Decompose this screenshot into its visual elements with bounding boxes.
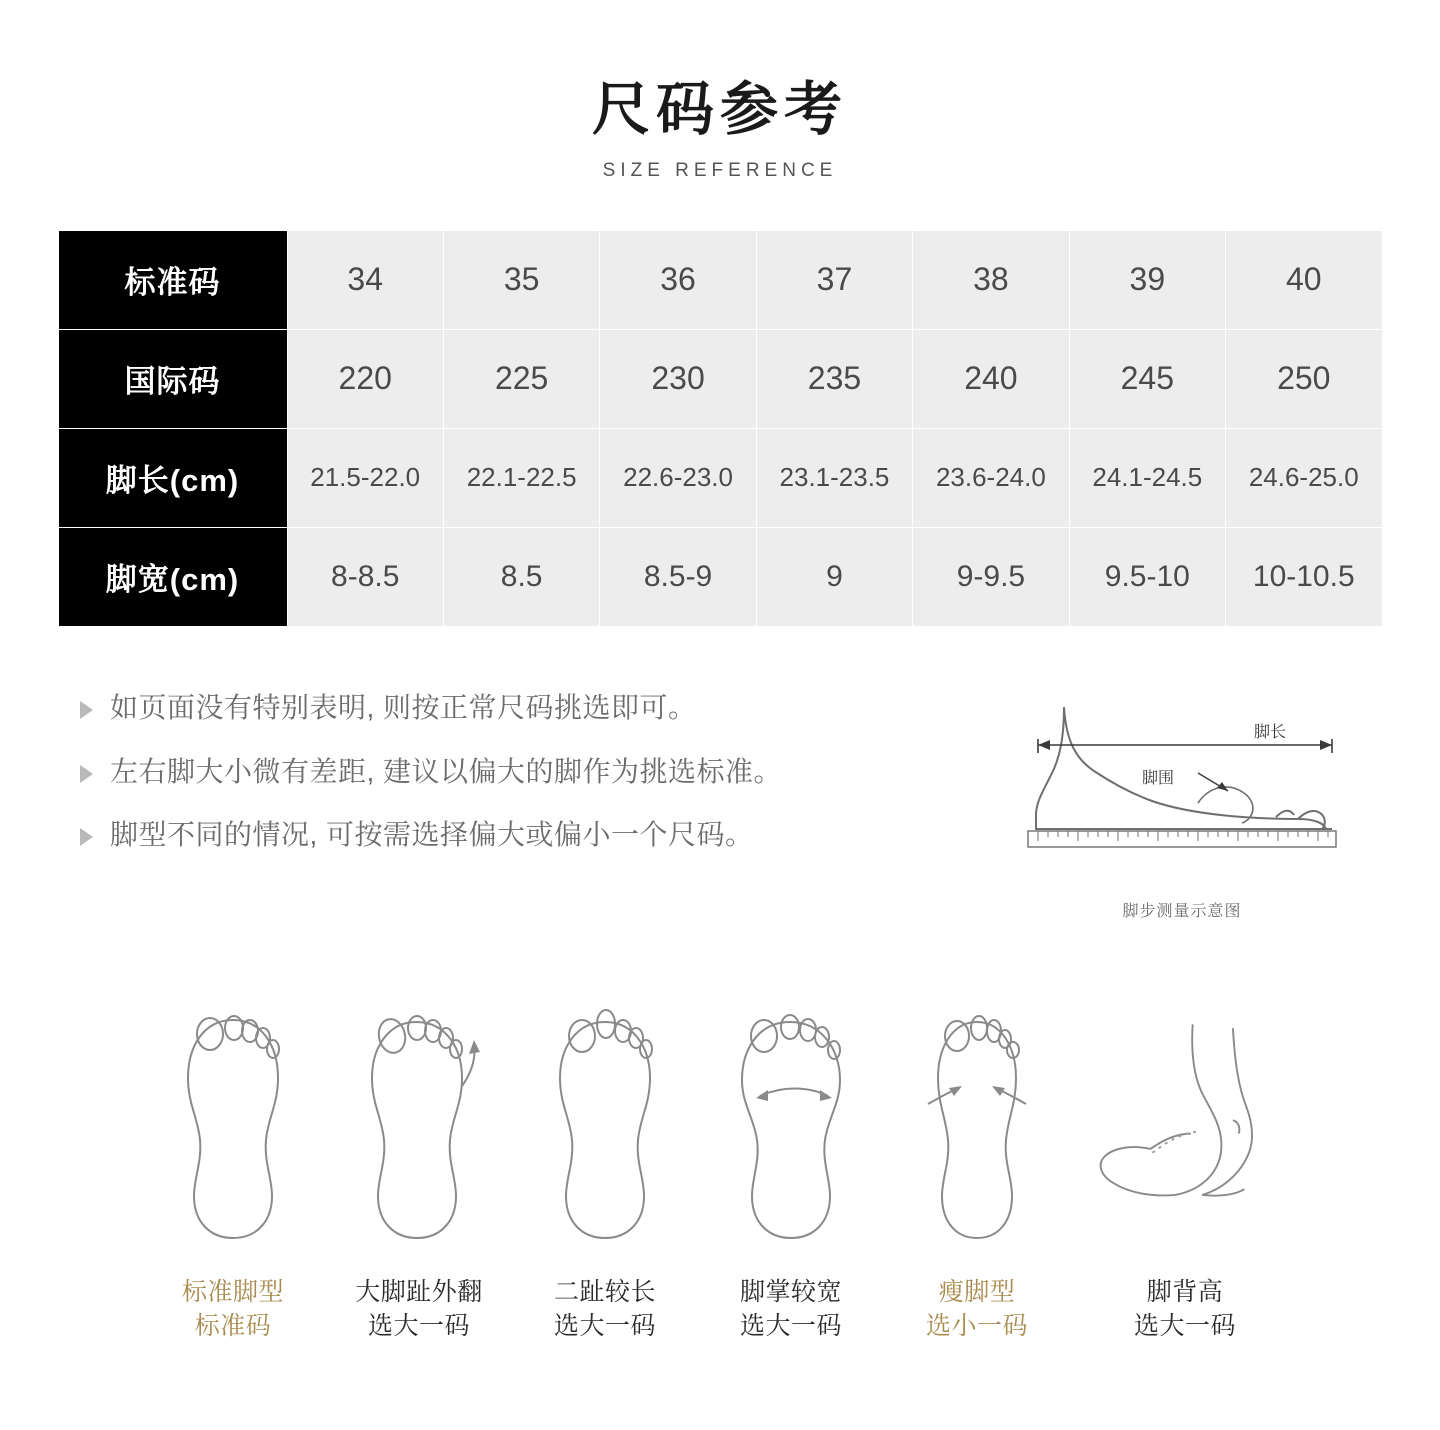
foot-type-label: [512, 1276, 698, 1344]
table-row: [58, 230, 1382, 329]
page-subtitle: SIZE REFERENCE: [602, 159, 838, 181]
cell-length-3: 22.6-23.0: [600, 428, 756, 527]
row-header-foot-length: 脚长(cm): [58, 428, 287, 527]
cell-width-4: 9: [756, 527, 912, 626]
foot-type-line2: 标准码: [194, 1311, 272, 1340]
cell-length-7: 24.6-25.0: [1226, 428, 1382, 527]
foot-type-line2: 选大一码: [367, 1311, 470, 1340]
row-header-foot-width: 脚宽(cm): [58, 527, 287, 626]
cell-standard-34: 34: [287, 230, 443, 329]
foot-type-bunion: [326, 1000, 512, 1344]
foot-type-line2: 选大一码: [1133, 1311, 1236, 1340]
cell-width-5: 9-9.5: [913, 527, 1069, 626]
foot-type-line2: 选小一码: [925, 1311, 1028, 1340]
foot-type-standard: [140, 1000, 326, 1344]
table-row: [58, 527, 1382, 626]
foot-side-high-instep-icon: [1070, 1000, 1300, 1250]
cell-width-7: 10-10.5: [1226, 527, 1382, 626]
footprint-bunion-icon: [326, 1000, 512, 1250]
foot-type-line1: 标准脚型: [181, 1278, 284, 1306]
foot-type-line1: 二趾较长: [553, 1278, 656, 1306]
foot-type-high-instep: [1070, 1000, 1300, 1344]
row-header-standard-size: 标准码: [58, 230, 287, 329]
cell-standard-36: 36: [600, 230, 756, 329]
table-row: [58, 428, 1382, 527]
note-text-1: 如页面没有特别表明, 则按正常尺码挑选即可。: [110, 691, 697, 723]
cell-intl-3: 230: [600, 329, 756, 428]
table-row: [58, 329, 1382, 428]
foot-type-wide-forefoot: [698, 1000, 884, 1344]
cell-intl-6: 245: [1069, 329, 1225, 428]
note-text-2: 左右脚大小微有差距, 建议以偏大的脚作为挑选标准。: [110, 755, 783, 787]
foot-type-line2: 选大一码: [553, 1311, 656, 1340]
footprint-standard-icon: [140, 1000, 326, 1250]
cell-standard-35: 35: [443, 230, 599, 329]
footprint-wide-forefoot-icon: [698, 1000, 884, 1250]
foot-type-line1: 脚掌较宽: [739, 1278, 842, 1306]
size-table-wrapper: [58, 230, 1383, 627]
foot-type-line1: 瘦脚型: [938, 1278, 1016, 1306]
cell-intl-2: 225: [443, 329, 599, 428]
size-table: [58, 230, 1383, 627]
foot-type-label: [884, 1276, 1070, 1344]
page-title: 尺码参考: [591, 77, 848, 142]
cell-standard-38: 38: [913, 230, 1069, 329]
notes-list: [80, 689, 960, 880]
foot-measure-illustration: [1002, 697, 1362, 887]
cell-standard-40: 40: [1226, 230, 1382, 329]
diagram-label-length: 脚长: [1254, 723, 1287, 741]
foot-type-line1: 脚背高: [1146, 1278, 1224, 1306]
footprint-long-second-toe-icon: [512, 1000, 698, 1250]
cell-intl-5: 240: [913, 329, 1069, 428]
foot-type-narrow: [884, 1000, 1070, 1344]
note-text-3: 脚型不同的情况, 可按需选择偏大或偏小一个尺码。: [110, 819, 754, 851]
foot-type-label: [698, 1276, 884, 1344]
cell-standard-39: 39: [1069, 230, 1225, 329]
foot-type-label: [1070, 1276, 1300, 1344]
triangle-bullet-icon: [80, 765, 93, 783]
cell-intl-4: 235: [756, 329, 912, 428]
triangle-bullet-icon: [80, 701, 93, 719]
footprint-narrow-icon: [884, 1000, 1070, 1250]
list-item: [80, 753, 960, 791]
diagram-label-girth: 脚围: [1142, 769, 1175, 787]
cell-length-5: 23.6-24.0: [913, 428, 1069, 527]
list-item: [80, 689, 960, 727]
cell-intl-7: 250: [1226, 329, 1382, 428]
cell-width-3: 8.5-9: [600, 527, 756, 626]
cell-width-1: 8-8.5: [287, 527, 443, 626]
foot-type-long-second-toe: [512, 1000, 698, 1344]
cell-length-4: 23.1-23.5: [756, 428, 912, 527]
cell-width-2: 8.5: [443, 527, 599, 626]
page-header: [0, 0, 1440, 182]
cell-length-2: 22.1-22.5: [443, 428, 599, 527]
foot-type-label: [326, 1276, 512, 1344]
cell-width-6: 9.5-10: [1069, 527, 1225, 626]
foot-type-list: [0, 1000, 1440, 1344]
row-header-international-size: 国际码: [58, 329, 287, 428]
cell-length-1: 21.5-22.0: [287, 428, 443, 527]
list-item: [80, 816, 960, 854]
diagram-caption: 脚步测量示意图: [1122, 902, 1242, 920]
foot-type-line2: 选大一码: [739, 1311, 842, 1340]
foot-type-line1: 大脚趾外翻: [355, 1278, 483, 1306]
foot-measure-diagram: [1002, 697, 1362, 921]
cell-standard-37: 37: [756, 230, 912, 329]
foot-type-label: [140, 1276, 326, 1344]
notes-and-diagram: [0, 689, 1440, 939]
triangle-bullet-icon: [80, 828, 93, 846]
cell-intl-1: 220: [287, 329, 443, 428]
cell-length-6: 24.1-24.5: [1069, 428, 1225, 527]
